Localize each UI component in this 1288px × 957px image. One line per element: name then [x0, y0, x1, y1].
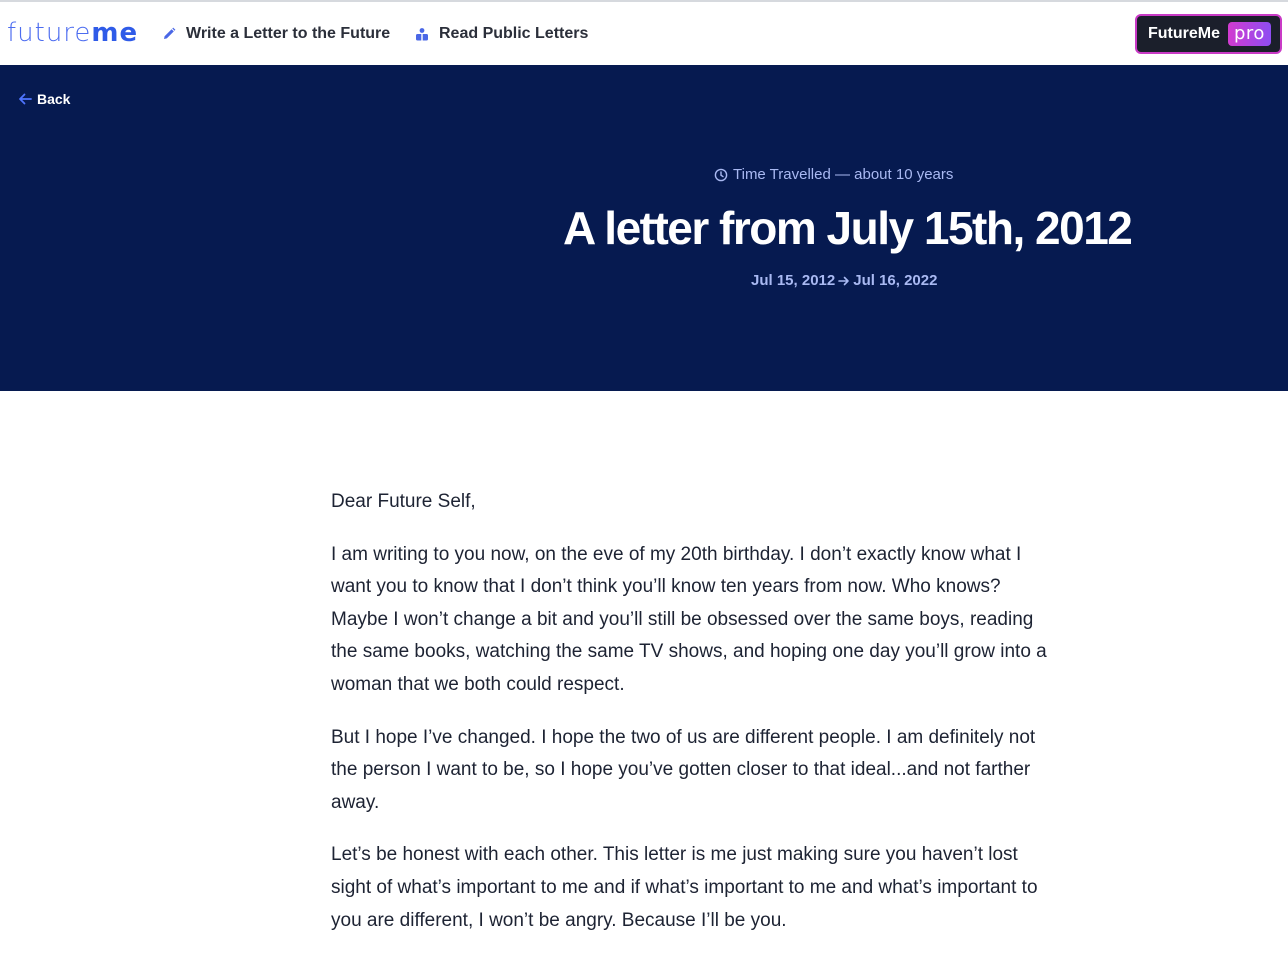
back-link[interactable] — [18, 91, 70, 107]
pro-button-label: FutureMe — [1148, 25, 1220, 42]
time-travelled-text: Time Travelled — about 10 years — [733, 166, 954, 183]
write-letter-label: Write a Letter to the Future — [186, 25, 391, 42]
arrow-left-icon — [18, 93, 32, 105]
pro-badge: pro — [1228, 22, 1271, 46]
letter-hero — [0, 65, 1288, 391]
write-letter-link[interactable] — [161, 22, 390, 46]
letter-paragraph: But I hope I’ve changed. I hope the two of us are different people. I am definitely not the person I want to be, so I hope you’ve gotten closer to that ideal...and not farther away. — [331, 726, 1036, 813]
time-travelled-info — [714, 166, 953, 183]
pencil-icon — [161, 26, 177, 42]
date-delivered: Jul 16, 2022 — [853, 272, 938, 289]
clock-icon — [714, 168, 728, 182]
read-public-letters-link[interactable] — [414, 22, 588, 46]
letter-paragraph: I am writing to you now, on the eve of my 20th birthday. I don’t exactly know what I want you to know that I don’t think you’ll know ten years from now. Who knows? Maybe I won’t change a bit and you’ll still be obsessed over the same boys, reading the same books, watching the same TV shows, and hoping one day you’ll grow into a woman that we both could respect. — [331, 543, 1047, 695]
logo-text-me: me — [91, 18, 139, 48]
read-public-letters-label: Read Public Letters — [439, 25, 589, 42]
logo-text-future: future — [7, 18, 92, 48]
letter-salutation: Dear Future Self, — [331, 491, 476, 512]
letter-title: A letter from July 15th, 2012 — [563, 202, 1132, 254]
back-label: Back — [37, 91, 71, 107]
futureme-logo[interactable] — [7, 18, 138, 48]
people-icon — [414, 26, 430, 42]
top-nav — [0, 0, 1288, 65]
date-written: Jul 15, 2012 — [751, 272, 836, 289]
letter-paragraph: Let’s be honest with each other. This letter is me just making sure you haven’t lost sight of what’s important to me and if what’s important to me and what’s important to you are different, I won’t be angry. Because I’ll be you. — [331, 844, 1038, 931]
arrow-right-icon — [838, 276, 850, 286]
futureme-pro-button[interactable] — [1135, 14, 1282, 54]
letter-body — [331, 486, 1061, 957]
date-range — [751, 272, 937, 289]
